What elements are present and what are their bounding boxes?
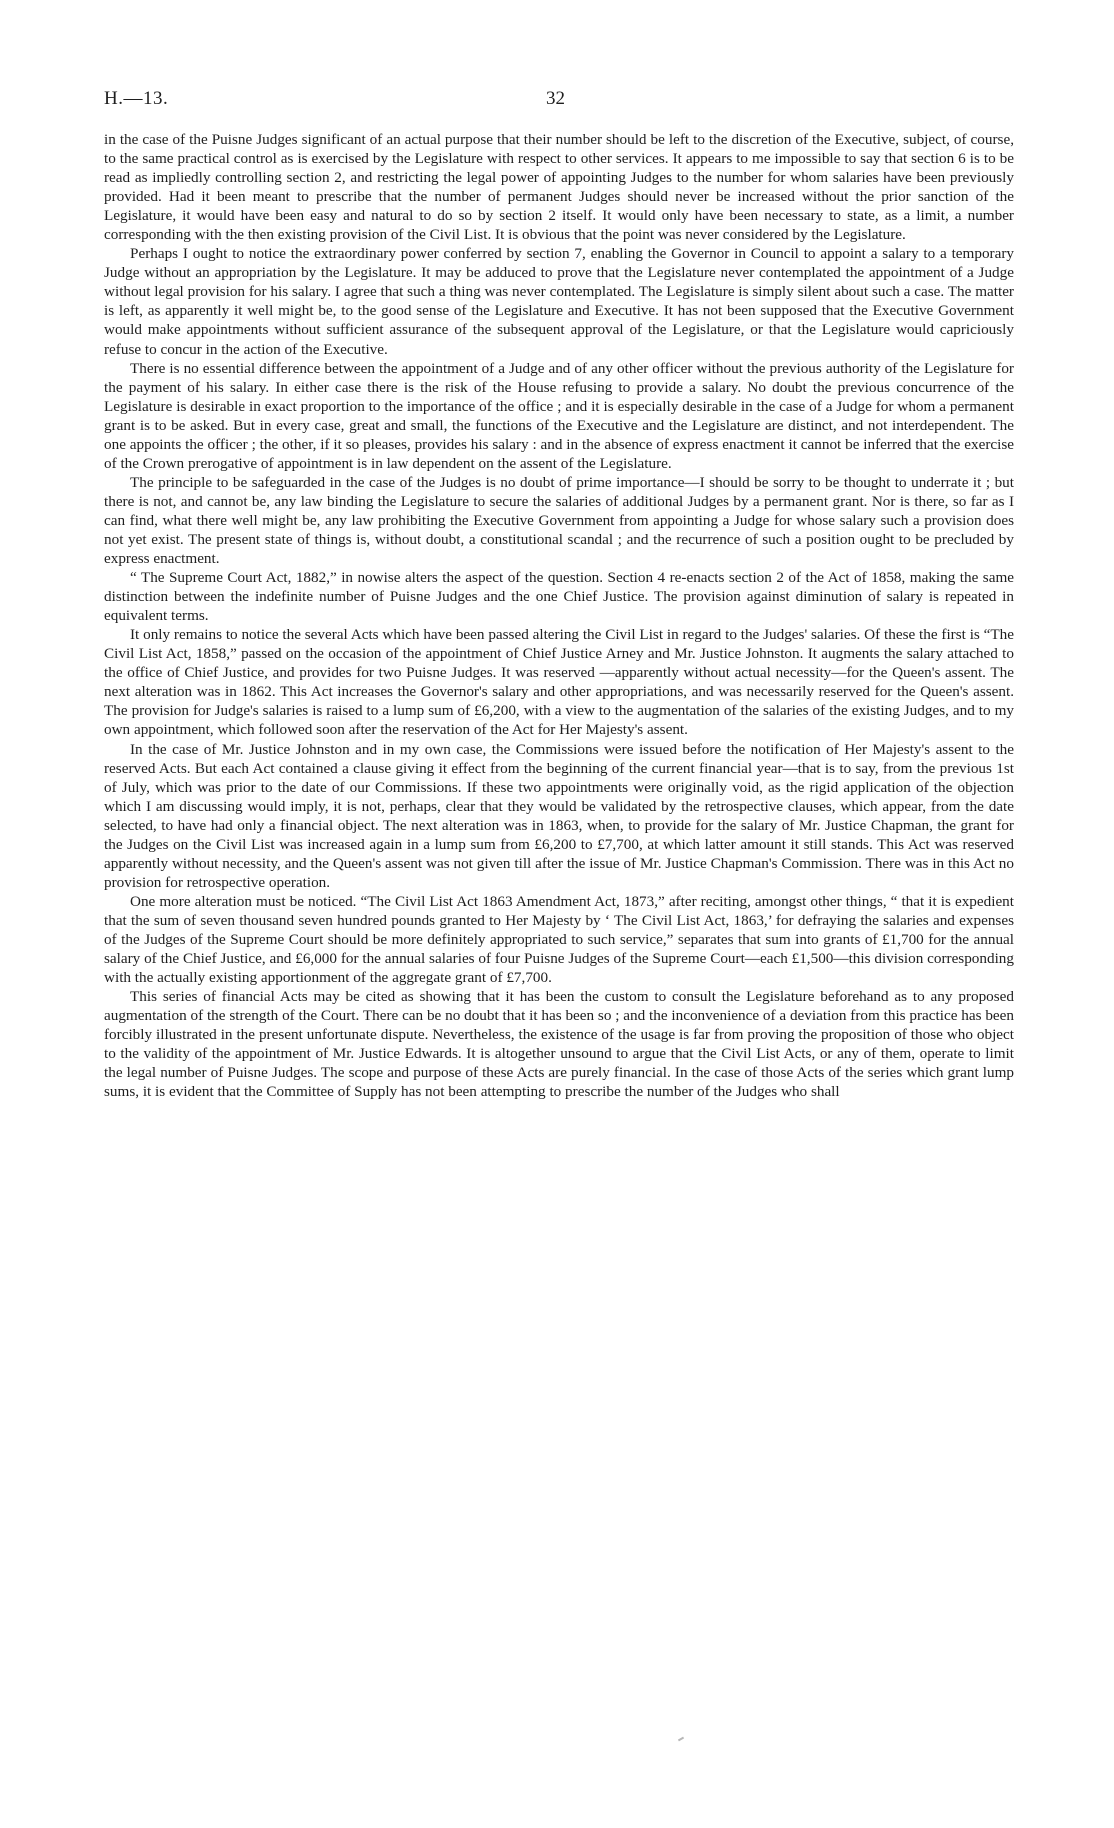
page-header	[104, 84, 1014, 120]
document-page	[104, 84, 1014, 1101]
paragraph: There is no essential difference between the appointment of a Judge and of any other officer without the previous authority of the Legislature for the payment of his salary. In either case there is the risk of the House refusing to provide a salary. No doubt the previous concurrence of the Legislature is desirable in exact proportion to the importance of the office ; and it is especially desirable in the case of a Judge for whom a permanent grant is to be asked. But in every case, great and small, the functions of the Executive and the Legislature are distinct, and not interdependent. The one appoints the officer ; the other, if it so pleases, provides his salary : and in the absence of express enactment it cannot be inferred that the exercise of the Crown prerogative of appointment is in law dependent on the assent of the Legislature.	[104, 359, 1014, 472]
paragraph: One more alteration must be noticed. “The Civil List Act 1863 Amendment Act, 1873,” after reciting, amongst other things, “ that it is expedient that the sum of seven thousand seven hundred pounds granted to Her Majesty by ‘ The Civil List Act, 1863,’ for defraying the salaries and expenses of the Judges of the Supreme Court should be more definitely appropriated to such service,” separates that sum into grants of £1,700 for the annual salary of the Chief Justice, and £6,000 for the annual salaries of four Puisne Judges of the Supreme Court—each £1,500—this division corresponding with the actually existing apportionment of the aggregate grant of £7,700.	[104, 892, 1014, 987]
page-number: 32	[546, 88, 565, 109]
paragraph: It only remains to notice the several Acts which have been passed altering the Civil List in regard to the Judges' salaries. Of these the first is “The Civil List Act, 1858,” passed on the occasion of the appointment of Chief Justice Arney and Mr. Justice Johnston. It augments the salary attached to the office of Chief Justice, and provides for two Puisne Judges. It was reserved —apparently without actual necessity—for the Queen's assent. The next alteration was in 1862. This Act increases the Governor's salary and other appropriations, and was necessarily reserved for the Queen's assent. The provision for Judge's salaries is raised to a lump sum of £6,200, with a view to the augmentation of the salaries of the existing Judges, and to my own appointment, which followed soon after the reservation of the Act for Her Majesty's assent.	[104, 626, 1014, 739]
paragraph: in the case of the Puisne Judges significant of an actual purpose that their number should be left to the discretion of the Executive, subject, of course, to the same practical control as is exercised by the Legislature with respect to other services. It appears to me impossible to say that section 6 is to be read as impliedly controlling section 2, and restricting the legal power of appointing Judges to the number for whom salaries have been previously provided. Had it been meant to prescribe that the number of permanent Judges should never be increased without the prior sanction of the Legislature, it would have been easy and natural to do so by section 2 itself. It would only have been necessary to state, as a limit, a number corresponding with the then existing provision of the Civil List. It is obvious that the point was never considered by the Legislature.	[104, 131, 1014, 244]
document-reference: H.—13.	[104, 88, 169, 109]
paragraph: This series of financial Acts may be cited as showing that it has been the custom to consult the Legislature beforehand as to any proposed augmentation of the strength of the Court. There can be no doubt that it has been so ; and the inconvenience of a deviation from this practice has been forcibly illustrated in the present unfortunate dispute. Nevertheless, the existence of the usage is far from proving the proposition of those who object to the validity of the appointment of Mr. Justice Edwards. It is altogether unsound to argue that the Civil List Acts, or any of them, operate to limit the legal number of Puisne Judges. The scope and purpose of these Acts are purely financial. In the case of those Acts of the series which grant lump sums, it is evident that the Committee of Supply has not been attempting to prescribe the number of the Judges who shall	[104, 988, 1014, 1101]
scan-mark	[678, 1737, 684, 1742]
body-text	[104, 130, 1014, 1101]
paragraph: The principle to be safeguarded in the case of the Judges is no doubt of prime importance—I should be sorry to be thought to underrate it ; but there is not, and cannot be, any law binding the Legislature to secure the salaries of additional Judges by a permanent grant. Nor is there, so far as I can find, what there well might be, any law prohibiting the Executive Government from appointing a Judge for whose salary such a provision does not yet exist. The present state of things is, without doubt, a constitutional scandal ; and the recurrence of such a position ought to be precluded by express enactment.	[104, 473, 1014, 568]
paragraph: Perhaps I ought to notice the extraordinary power conferred by section 7, enabling the Governor in Council to appoint a salary to a temporary Judge without an appropriation by the Legislature. It may be adduced to prove that the Legislature never contemplated the appointment of a Judge without legal provision for his salary. I agree that such a thing was never contemplated. The Legislature is simply silent about such a case. The matter is left, as apparently it well might be, to the good sense of the Legislature and Executive. It has not been supposed that the Executive Government would make appointments without sufficient assurance of the subsequent approval of the Legislature, or that the Legislature would capriciously refuse to concur in the action of the Executive.	[104, 245, 1014, 358]
paragraph: In the case of Mr. Justice Johnston and in my own case, the Commissions were issued before the notification of Her Majesty's assent to the reserved Acts. But each Act contained a clause giving it effect from the beginning of the current financial year—that is to say, from the previous 1st of July, which was prior to the date of our Commissions. If these two appointments were originally void, as the rigid application of the objection which I am discussing would imply, it is not, perhaps, clear that they would be validated by the retrospective clauses, which appear, from the date selected, to have had only a financial object. The next alteration was in 1863, when, to provide for the salary of Mr. Justice Chapman, the grant for the Judges on the Civil List was increased again in a lump sum from £6,200 to £7,700, at which latter amount it still stands. This Act was reserved apparently without necessity, and the Queen's assent was not given till after the issue of Mr. Justice Chapman's Commission. There was in this Act no provision for retrospective operation.	[104, 740, 1014, 891]
paragraph: “ The Supreme Court Act, 1882,” in nowise alters the aspect of the question. Section 4 re-enacts section 2 of the Act of 1858, making the same distinction between the indefinite number of Puisne Judges and the one Chief Justice. The provision against diminution of salary is repeated in equivalent terms.	[104, 569, 1014, 625]
